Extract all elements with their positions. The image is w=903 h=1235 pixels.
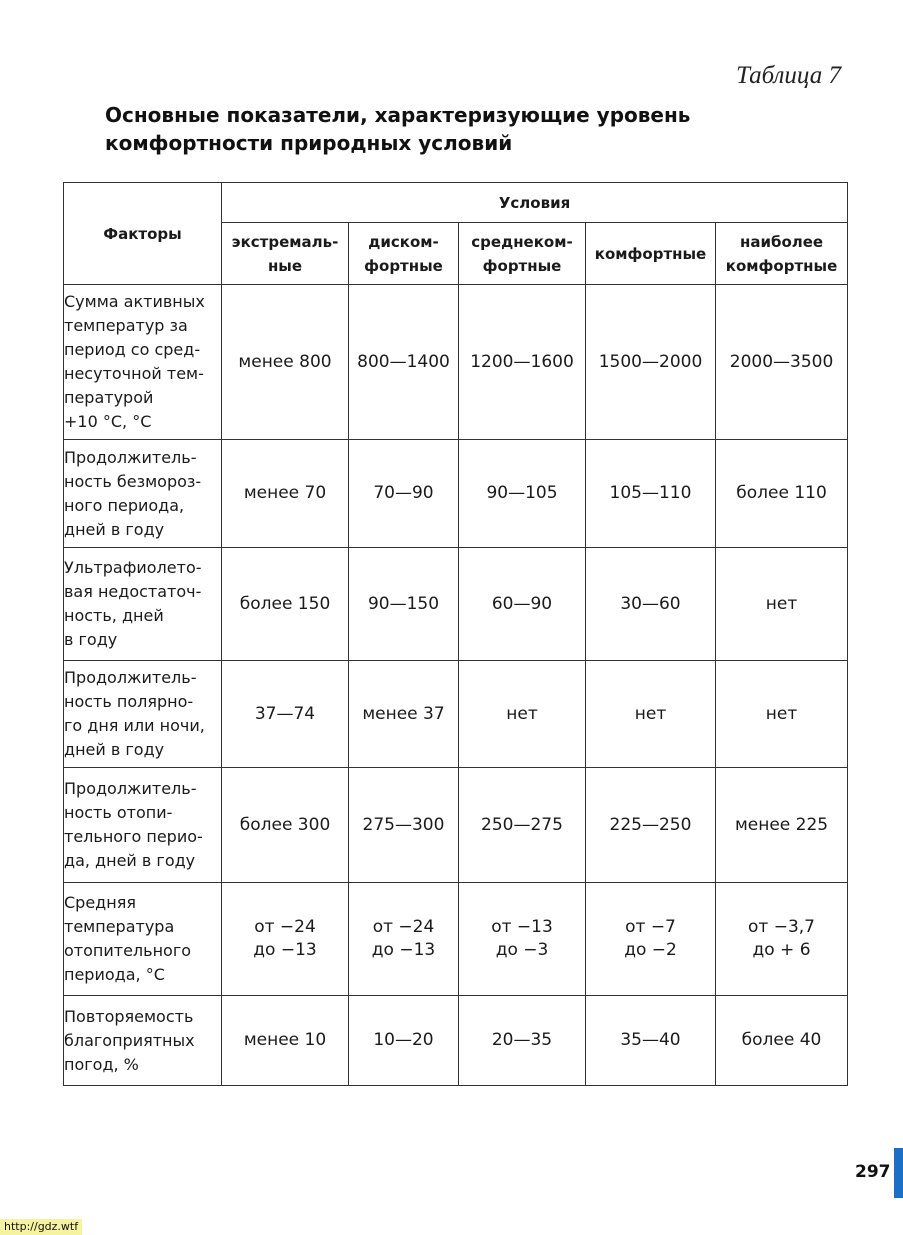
value-text-line: нет xyxy=(765,593,798,614)
column-header-most-comfort: наиболее комфортные xyxy=(716,223,848,285)
value-cell-most-comfort xyxy=(716,548,848,661)
value-text-line: менее 70 xyxy=(243,483,327,503)
value-cell-most-comfort xyxy=(716,768,848,883)
factor-text-line: Продолжитель- xyxy=(64,779,197,798)
title-line-1: Основные показатели, характеризующие уровень xyxy=(105,103,691,127)
value-text-line: от −24 xyxy=(372,917,435,937)
table-row xyxy=(64,883,848,996)
value-cell-extreme xyxy=(222,548,349,661)
value-text-line: 1200—1600 xyxy=(470,351,574,372)
value-text-line: 250—275 xyxy=(481,814,563,835)
factor-text-line: температура xyxy=(64,917,175,936)
value-cell-discomfort xyxy=(349,996,459,1086)
value-cell-extreme xyxy=(222,440,349,548)
value-text-line: нет xyxy=(506,703,538,724)
factor-cell xyxy=(64,285,222,440)
factor-text-line: вая недостаточ- xyxy=(64,582,202,601)
factor-text-line: Повторяемость xyxy=(64,1006,194,1026)
value-text-line: до −2 xyxy=(624,940,677,960)
value-text-line: до −3 xyxy=(495,940,549,960)
value-cell-medium-comfort xyxy=(459,285,586,440)
title-line-2: комфортности природных условий xyxy=(105,131,513,155)
factor-text-line: тельного перио- xyxy=(64,827,203,846)
value-cell-discomfort xyxy=(349,883,459,996)
factor-text-line: дней в году xyxy=(64,519,165,539)
value-text-line: нет xyxy=(634,703,667,724)
value-cell-comfort xyxy=(586,285,716,440)
factor-text-line: Средняя xyxy=(64,893,136,912)
value-text-line: 35—40 xyxy=(620,1030,681,1050)
value-cell-discomfort xyxy=(349,548,459,661)
table-row xyxy=(64,440,848,548)
factor-text-line: ность отопи- xyxy=(64,803,173,822)
value-text-line: 60—90 xyxy=(491,593,553,614)
value-text-line: менее 37 xyxy=(362,703,445,724)
factor-cell xyxy=(64,548,222,661)
factor-text-line: отопительного xyxy=(64,941,192,960)
factor-text-line: периода, °С xyxy=(64,965,165,984)
factor-cell xyxy=(64,440,222,548)
column-header-extreme: экстремаль- ные xyxy=(222,223,349,285)
column-header-medium-comfort: среднеком- фортные xyxy=(459,223,586,285)
value-text-line: 800—1400 xyxy=(357,351,450,372)
value-cell-comfort xyxy=(586,661,716,768)
value-text-line: 70—90 xyxy=(373,483,434,503)
value-cell-most-comfort xyxy=(716,883,848,996)
factor-text-line: погод, % xyxy=(64,1054,139,1074)
factor-text-line: го дня или ночи, xyxy=(64,716,205,735)
table-row xyxy=(64,548,848,661)
value-text-line: более 150 xyxy=(239,593,331,614)
value-cell-comfort xyxy=(586,883,716,996)
value-cell-most-comfort xyxy=(716,996,848,1086)
value-cell-discomfort xyxy=(349,285,459,440)
column-header-discomfort: диском- фортные xyxy=(349,223,459,285)
value-text-line: более 40 xyxy=(741,1030,822,1050)
value-cell-discomfort xyxy=(349,661,459,768)
table-body xyxy=(64,285,848,1086)
value-cell-extreme xyxy=(222,285,349,440)
factor-text-line: дней в году xyxy=(64,740,165,759)
table-title xyxy=(105,101,691,157)
value-text-line: 20—35 xyxy=(491,1030,553,1050)
factor-cell xyxy=(64,768,222,883)
factor-cell xyxy=(64,883,222,996)
factor-text-line: ного периода, xyxy=(64,495,185,515)
factor-text-line: пературой xyxy=(64,388,154,407)
value-cell-comfort xyxy=(586,768,716,883)
value-cell-medium-comfort xyxy=(459,548,586,661)
factor-text-line: +10 °С, °С xyxy=(64,412,152,431)
factor-cell xyxy=(64,996,222,1086)
value-cell-most-comfort xyxy=(716,440,848,548)
value-text-line: 1500—2000 xyxy=(598,351,703,372)
value-cell-medium-comfort xyxy=(459,661,586,768)
factor-text-line: в году xyxy=(64,630,118,649)
value-text-line: 10—20 xyxy=(373,1030,434,1050)
value-cell-most-comfort xyxy=(716,661,848,768)
value-text-line: от −24 xyxy=(254,917,316,937)
factor-text-line: Продолжитель- xyxy=(64,668,197,687)
header-conditions: Условия xyxy=(222,183,848,223)
value-text-line: более 110 xyxy=(736,483,827,503)
value-text-line: 30—60 xyxy=(620,593,681,614)
value-cell-medium-comfort xyxy=(459,440,586,548)
header-row-top xyxy=(64,183,848,223)
value-text-line: от −3,7 xyxy=(748,917,816,937)
footer-link[interactable]: http://gdz.wtf xyxy=(0,1219,82,1235)
value-text-line: 275—300 xyxy=(362,814,445,835)
value-text-line: 37—74 xyxy=(254,703,316,724)
factor-text-line: Сумма активных xyxy=(64,292,205,311)
factor-cell xyxy=(64,661,222,768)
table-number-label: Таблица 7 xyxy=(736,62,841,89)
value-text-line: более 300 xyxy=(239,814,331,835)
value-cell-extreme xyxy=(222,996,349,1086)
factor-text-line: да, дней в году xyxy=(64,851,196,870)
value-cell-extreme xyxy=(222,661,349,768)
value-cell-medium-comfort xyxy=(459,996,586,1086)
factor-text-line: период со сред- xyxy=(64,340,201,359)
factor-text-line: ность, дней xyxy=(64,606,164,625)
value-text-line: 90—105 xyxy=(486,483,558,503)
page-edge-tab xyxy=(894,1148,903,1198)
comfort-indicators-table xyxy=(63,182,848,1086)
table-row xyxy=(64,661,848,768)
value-cell-medium-comfort xyxy=(459,883,586,996)
value-text-line: 105—110 xyxy=(609,483,692,503)
factor-text-line: Ультрафиолето- xyxy=(64,558,202,577)
value-cell-comfort xyxy=(586,548,716,661)
factor-text-line: ность полярно- xyxy=(64,692,194,711)
value-text-line: от −13 xyxy=(491,917,553,937)
value-text-line: до + 6 xyxy=(752,940,811,960)
table-row xyxy=(64,768,848,883)
factor-text-line: благоприятных xyxy=(64,1030,195,1050)
value-text-line: менее 800 xyxy=(238,351,332,372)
value-text-line: нет xyxy=(765,703,798,724)
value-text-line: до −13 xyxy=(253,940,317,960)
value-cell-medium-comfort xyxy=(459,768,586,883)
table-row xyxy=(64,996,848,1086)
value-cell-comfort xyxy=(586,996,716,1086)
value-text-line: от −7 xyxy=(625,917,676,937)
value-text-line: 225—250 xyxy=(609,814,692,835)
factor-text-line: ность безмороз- xyxy=(64,471,202,491)
value-text-line: 90—150 xyxy=(367,593,440,614)
header-factors: Факторы xyxy=(64,183,222,285)
page-number: 297 xyxy=(855,1162,891,1182)
value-cell-discomfort xyxy=(349,440,459,548)
value-text-line: менее 225 xyxy=(734,814,829,835)
value-cell-most-comfort xyxy=(716,285,848,440)
value-text-line: до −13 xyxy=(371,940,436,960)
value-cell-comfort xyxy=(586,440,716,548)
factor-text-line: Продолжитель- xyxy=(64,447,197,467)
factor-text-line: температур за xyxy=(64,316,188,335)
table-row xyxy=(64,285,848,440)
value-cell-extreme xyxy=(222,883,349,996)
value-cell-extreme xyxy=(222,768,349,883)
value-text-line: менее 10 xyxy=(243,1030,327,1050)
factor-text-line: несуточной тем- xyxy=(64,364,204,383)
value-cell-discomfort xyxy=(349,768,459,883)
value-text-line: 2000—3500 xyxy=(729,351,834,372)
column-header-comfort: комфортные xyxy=(586,223,716,285)
